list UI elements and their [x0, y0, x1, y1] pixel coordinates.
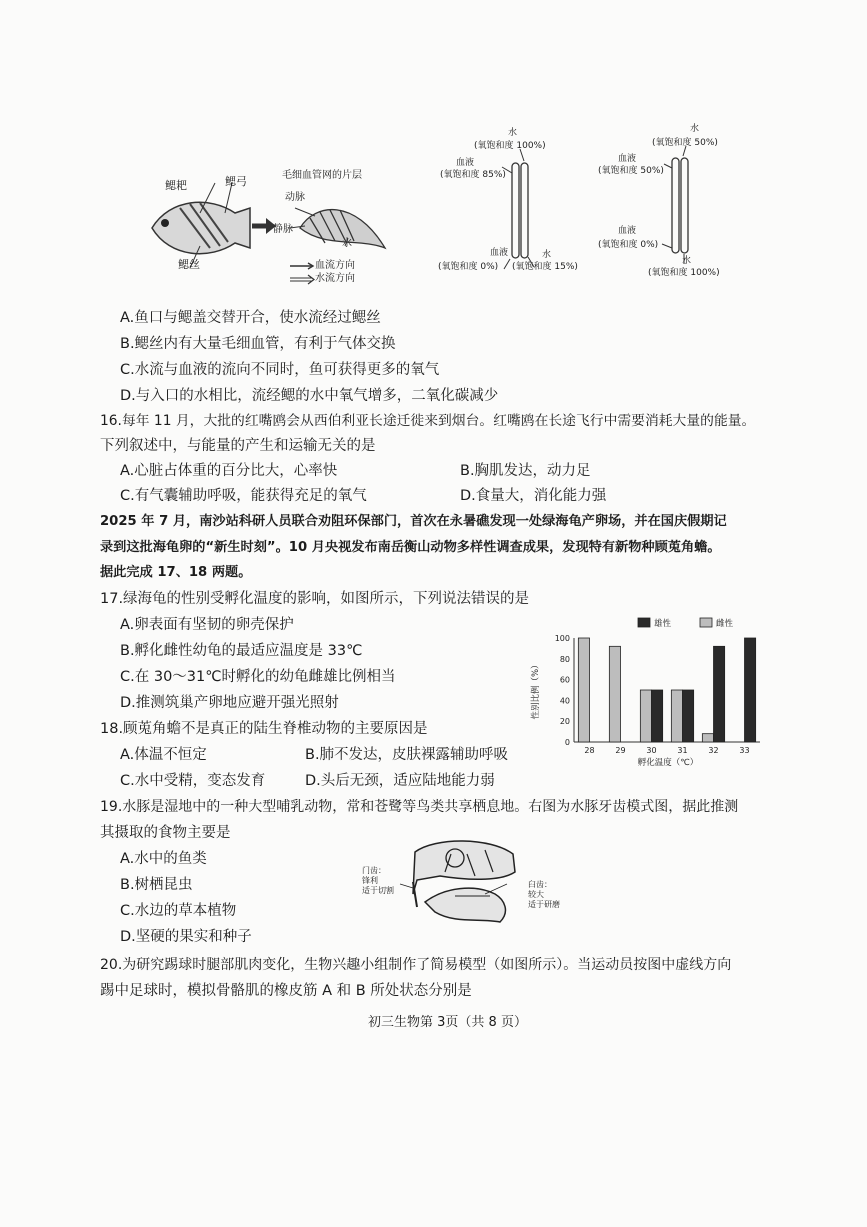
q16-option-b: B.胸肌发达，动力足 — [460, 463, 591, 479]
flow2-water-bottom-saturation: (氧饱和度 100%) — [648, 268, 720, 278]
legend-swatch-female — [700, 618, 712, 627]
bar-male-33 — [745, 638, 756, 742]
bar-female-32 — [702, 734, 713, 742]
x-tick-label: 28 — [584, 746, 595, 755]
flow2-blood-bottom: 血液 — [618, 226, 637, 236]
q16-stem-line2: 下列叙述中，与能量的产生和运输无关的是 — [100, 438, 376, 454]
flow2-water-top-saturation: (氧饱和度 50%) — [652, 138, 718, 148]
bar-male-31 — [683, 690, 694, 742]
x-tick-label: 32 — [708, 746, 719, 755]
q19-stem-line1: 19.水豚是湿地中的一种大型哺乳动物，常和苍鹭等鸟类共享栖息地。右图为水豚牙齿模式图，据此推测 — [100, 799, 739, 815]
capybara-skull-figure — [395, 832, 525, 942]
gill-arch-label: 鳃弓 — [225, 175, 247, 188]
q16-option-c: C.有气囊辅助呼吸，能获得充足的氧气 — [120, 488, 367, 504]
flow1-water-top-saturation: (氧饱和度 100%) — [474, 141, 546, 151]
q15-option-c: C.水流与血液的流向不同时，鱼可获得更多的氧气 — [120, 362, 440, 378]
flow1-blood-top-saturation: (氧饱和度 85%) — [440, 170, 506, 180]
water-direction-label: 水流方向 — [315, 273, 355, 284]
q19-option-b: B.树栖昆虫 — [120, 877, 193, 893]
bar-female-29 — [609, 646, 620, 742]
q18-option-d: D.头后无颈，适应陆地能力弱 — [305, 773, 495, 789]
q19-stem-line2: 其摄取的食物主要是 — [100, 825, 231, 841]
molar-label-3: 适于研磨 — [528, 900, 560, 909]
flow2-blood-top: 血液 — [618, 154, 637, 164]
q17-option-c: C.在 30～31℃时孵化的幼龟雌雄比例相当 — [120, 669, 396, 685]
q16-option-d: D.食量大，消化能力强 — [460, 488, 607, 504]
bar-female-30 — [640, 690, 651, 742]
x-tick-label: 29 — [615, 746, 626, 755]
vein-label: 静脉 — [273, 224, 293, 235]
flow1-blood-top: 血液 — [456, 158, 475, 168]
incisor-label-1: 门齿： — [362, 866, 386, 875]
legend-swatch-male — [638, 618, 650, 627]
passage-line3: 据此完成 17、18 两题。 — [100, 565, 252, 580]
flow2-water-top: 水 — [690, 124, 700, 134]
capillary-layer-label: 毛细血管网的片层 — [282, 170, 362, 181]
x-tick-label: 31 — [677, 746, 688, 755]
q18-option-b: B.肺不发达，皮肤裸露辅助呼吸 — [305, 747, 509, 763]
flow2-blood-top-saturation: (氧饱和度 50%) — [598, 166, 664, 176]
y-tick-label: 80 — [559, 654, 570, 664]
q19-option-a: A.水中的鱼类 — [120, 851, 207, 867]
flow1-blood-bottom-saturation: (氧饱和度 0%) — [438, 262, 499, 272]
page-footer: 初三生物第 3页（共 8 页） — [368, 1015, 527, 1030]
q20-stem-line1: 20.为研究踢球时腿部肌肉变化，生物兴趣小组制作了简易模型（如图所示）。当运动员按图中虚线方向 — [100, 957, 732, 973]
concurrent-flow-diagram — [660, 140, 700, 270]
sex-ratio-chart — [528, 612, 776, 772]
x-tick-label: 30 — [646, 746, 657, 755]
flow1-blood-bottom: 血液 — [490, 248, 509, 258]
gill-filament-label: 鳃丝 — [178, 258, 200, 271]
bar-female-31 — [671, 690, 682, 742]
q19-option-d: D.坚硬的果实和种子 — [120, 929, 252, 945]
flow2-water-bottom: 水 — [682, 256, 692, 266]
y-tick-label: 100 — [554, 634, 570, 643]
legend-label-female: 雌性 — [716, 619, 734, 629]
q16-option-a: A.心脏占体重的百分比大，心率快 — [120, 463, 338, 479]
y-tick-label: 0 — [564, 738, 570, 747]
passage-line2: 录到这批海龟卵的“新生时刻”。10 月央视发布南岳衡山动物多样性调查成果，发现特有新物种顾莵角蟾。 — [100, 540, 721, 555]
q17-stem: 17.绿海龟的性别受孵化温度的影响，如图所示，下列说法错误的是 — [100, 591, 530, 607]
q20-stem-line2: 踢中足球时，模拟骨骼肌的橡皮筋 A 和 B 所处状态分别是 — [100, 983, 472, 999]
y-tick-label: 40 — [559, 696, 570, 706]
water-label: 水 — [342, 238, 352, 249]
y-tick-label: 60 — [559, 675, 570, 685]
flow1-water-bottom: 水 — [542, 250, 552, 260]
artery-label: 动脉 — [285, 192, 305, 203]
molar-label-1: 臼齿： — [528, 880, 552, 889]
x-tick-label: 33 — [739, 746, 750, 755]
flow1-water-top: 水 — [508, 128, 518, 138]
flow2-blood-bottom-saturation: (氧饱和度 0%) — [598, 240, 659, 250]
q17-option-a: A.卵表面有坚韧的卵壳保护 — [120, 617, 294, 633]
legend-label-male: 雄性 — [654, 619, 672, 629]
q17-option-b: B.孵化雌性幼龟的最适应温度是 33℃ — [120, 643, 363, 659]
bar-male-32 — [714, 646, 725, 742]
passage-line1: 2025 年 7 月，南沙站科研人员联合劝阻环保部门，首次在永暑礁发现一处绿海龟产卵场，并在国庆假期记 — [100, 514, 727, 529]
q18-option-a: A.体温不恒定 — [120, 747, 207, 763]
gill-cover-label: 鳃耙 — [165, 179, 187, 192]
q17-option-d: D.推测筑巢产卵地应避开强光照射 — [120, 695, 339, 711]
q15-option-a: A.鱼口与鳃盖交替开合，使水流经过鳃丝 — [120, 310, 381, 326]
molar-label-2: 较大 — [528, 890, 544, 899]
q16-stem-line1: 16.每年 11 月，大批的红嘴鸥会从西伯利亚长途迁徙来到烟台。红嘴鸥在长途飞行中需要消耗大量的能量。 — [100, 413, 756, 429]
bar-male-30 — [652, 690, 663, 742]
incisor-label-2: 锋利 — [362, 876, 378, 885]
q19-option-c: C.水边的草本植物 — [120, 903, 237, 919]
q15-option-b: B.鳃丝内有大量毛细血管，有利于气体交换 — [120, 336, 396, 352]
bar-female-28 — [578, 638, 589, 742]
q18-option-c: C.水中受精，变态发育 — [120, 773, 266, 789]
blood-direction-label: 血流方向 — [315, 260, 355, 271]
q15-option-d: D.与入口的水相比，流经鳃的水中氧气增多，二氧化碳减少 — [120, 388, 499, 404]
q18-stem: 18.顾莵角蟾不是真正的陆生脊椎动物的主要原因是 — [100, 721, 428, 737]
x-axis-label: 孵化温度（℃） — [637, 758, 699, 768]
flow1-water-bottom-saturation: (氧饱和度 15%) — [512, 262, 578, 272]
y-axis-label: 性别比例（%） — [531, 660, 541, 720]
incisor-label-3: 适于切割 — [362, 886, 394, 895]
y-tick-label: 20 — [559, 717, 570, 727]
